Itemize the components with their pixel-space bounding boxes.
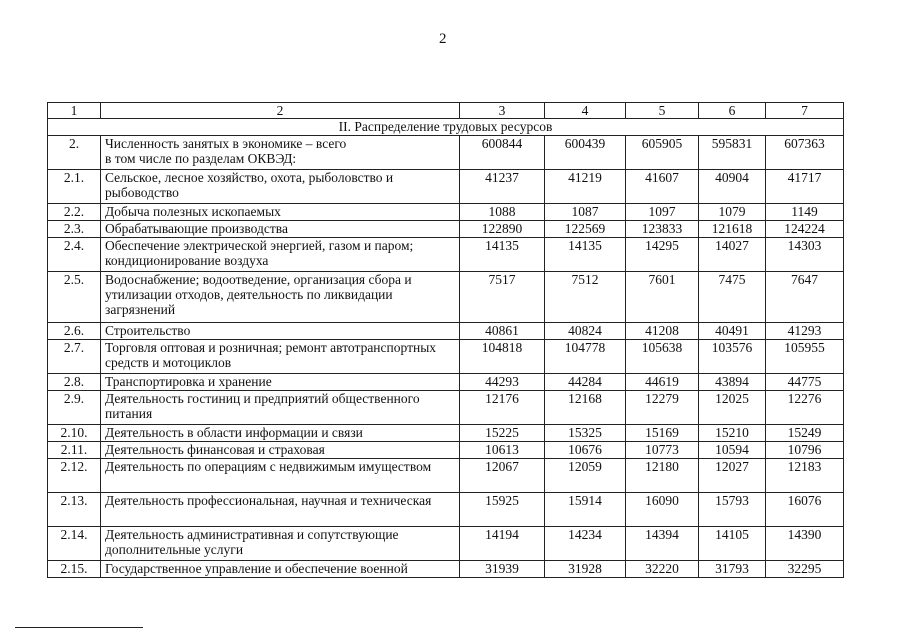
row-value: 1087 <box>545 204 626 221</box>
row-name: Деятельность профессиональная, научная и техническая <box>101 493 460 527</box>
row-value: 7512 <box>545 272 626 323</box>
row-value: 41237 <box>460 170 545 204</box>
row-value: 40824 <box>545 323 626 340</box>
column-number: 4 <box>545 103 626 119</box>
row-number: 2.1. <box>48 170 101 204</box>
row-name: Торговля оптовая и розничная; ремонт автотранспортных средств и мотоциклов <box>101 340 460 374</box>
row-value: 14390 <box>766 527 844 561</box>
table-row <box>48 459 844 493</box>
row-name: Добыча полезных ископаемых <box>101 204 460 221</box>
row-name: Обеспечение электрической энергией, газом и паром; кондиционирование воздуха <box>101 238 460 272</box>
row-name: Деятельность административная и сопутствующие дополнительные услуги <box>101 527 460 561</box>
table-row <box>48 374 844 391</box>
row-value: 595831 <box>699 136 766 170</box>
row-value: 12067 <box>460 459 545 493</box>
table-row <box>48 323 844 340</box>
row-value: 10613 <box>460 442 545 459</box>
row-value: 600844 <box>460 136 545 170</box>
row-number: 2.5. <box>48 272 101 323</box>
row-value: 12279 <box>626 391 699 425</box>
column-number: 2 <box>101 103 460 119</box>
table-row <box>48 442 844 459</box>
row-value: 14394 <box>626 527 699 561</box>
section-title-row <box>48 119 844 136</box>
row-value: 16076 <box>766 493 844 527</box>
row-value: 14135 <box>545 238 626 272</box>
row-value: 15914 <box>545 493 626 527</box>
page-number: 2 <box>439 31 447 47</box>
row-number: 2.3. <box>48 221 101 238</box>
section-title: II. Распределение трудовых ресурсов <box>48 119 844 136</box>
row-number: 2.9. <box>48 391 101 425</box>
row-value: 14027 <box>699 238 766 272</box>
column-number: 6 <box>699 103 766 119</box>
row-value: 41208 <box>626 323 699 340</box>
row-value: 124224 <box>766 221 844 238</box>
row-value: 16090 <box>626 493 699 527</box>
row-name: Государственное управление и обеспечение военной <box>101 561 460 578</box>
row-value: 31939 <box>460 561 545 578</box>
row-value: 40904 <box>699 170 766 204</box>
row-value: 14234 <box>545 527 626 561</box>
column-number: 7 <box>766 103 844 119</box>
table-row <box>48 136 844 170</box>
row-name: Транспортировка и хранение <box>101 374 460 391</box>
row-value: 600439 <box>545 136 626 170</box>
row-value: 41293 <box>766 323 844 340</box>
row-value: 12176 <box>460 391 545 425</box>
table-row <box>48 340 844 374</box>
row-name: Обрабатывающие производства <box>101 221 460 238</box>
column-number: 3 <box>460 103 545 119</box>
row-value: 122890 <box>460 221 545 238</box>
row-value: 40491 <box>699 323 766 340</box>
row-name: Деятельность финансовая и страховая <box>101 442 460 459</box>
row-number: 2.8. <box>48 374 101 391</box>
row-value: 15325 <box>545 425 626 442</box>
table-row <box>48 391 844 425</box>
row-value: 15225 <box>460 425 545 442</box>
row-value: 44284 <box>545 374 626 391</box>
row-name: Деятельность по операциям с недвижимым имуществом <box>101 459 460 493</box>
row-number: 2.15. <box>48 561 101 578</box>
row-value: 105955 <box>766 340 844 374</box>
row-number: 2.13. <box>48 493 101 527</box>
row-value: 12276 <box>766 391 844 425</box>
row-value: 10676 <box>545 442 626 459</box>
row-number: 2.11. <box>48 442 101 459</box>
row-name: Строительство <box>101 323 460 340</box>
row-name: Численность занятых в экономике – всего в том числе по разделам ОКВЭД: <box>101 136 460 170</box>
row-value: 32220 <box>626 561 699 578</box>
row-value: 10773 <box>626 442 699 459</box>
row-value: 31793 <box>699 561 766 578</box>
row-value: 12027 <box>699 459 766 493</box>
row-value: 10796 <box>766 442 844 459</box>
footnote-divider <box>15 627 143 628</box>
row-value: 14303 <box>766 238 844 272</box>
row-number: 2.4. <box>48 238 101 272</box>
row-value: 15925 <box>460 493 545 527</box>
row-number: 2.7. <box>48 340 101 374</box>
row-value: 7601 <box>626 272 699 323</box>
row-value: 1097 <box>626 204 699 221</box>
row-value: 105638 <box>626 340 699 374</box>
row-number: 2.2. <box>48 204 101 221</box>
row-number: 2.12. <box>48 459 101 493</box>
row-number: 2. <box>48 136 101 170</box>
row-value: 41717 <box>766 170 844 204</box>
row-value: 7475 <box>699 272 766 323</box>
table-row <box>48 221 844 238</box>
row-value: 31928 <box>545 561 626 578</box>
row-value: 15169 <box>626 425 699 442</box>
table-row <box>48 561 844 578</box>
row-number: 2.10. <box>48 425 101 442</box>
row-name: Деятельность в области информации и связи <box>101 425 460 442</box>
row-value: 14295 <box>626 238 699 272</box>
column-number: 5 <box>626 103 699 119</box>
row-value: 123833 <box>626 221 699 238</box>
row-number: 2.6. <box>48 323 101 340</box>
table-row <box>48 170 844 204</box>
row-value: 12180 <box>626 459 699 493</box>
row-value: 12059 <box>545 459 626 493</box>
row-value: 1149 <box>766 204 844 221</box>
row-name: Водоснабжение; водоотведение, организация сбора и утилизации отходов, деятельность по ликвидации загрязнений <box>101 272 460 323</box>
row-value: 40861 <box>460 323 545 340</box>
row-value: 605905 <box>626 136 699 170</box>
row-value: 121618 <box>699 221 766 238</box>
table-row <box>48 272 844 323</box>
row-value: 607363 <box>766 136 844 170</box>
row-value: 104778 <box>545 340 626 374</box>
row-value: 12168 <box>545 391 626 425</box>
row-value: 103576 <box>699 340 766 374</box>
row-value: 41219 <box>545 170 626 204</box>
row-value: 7517 <box>460 272 545 323</box>
row-name: Деятельность гостиниц и предприятий общественного питания <box>101 391 460 425</box>
table-row <box>48 238 844 272</box>
column-number-row <box>48 103 844 119</box>
table-row <box>48 425 844 442</box>
row-value: 7647 <box>766 272 844 323</box>
row-value: 1088 <box>460 204 545 221</box>
row-value: 14194 <box>460 527 545 561</box>
table-row <box>48 204 844 221</box>
row-value: 44775 <box>766 374 844 391</box>
row-value: 32295 <box>766 561 844 578</box>
row-value: 41607 <box>626 170 699 204</box>
row-value: 14105 <box>699 527 766 561</box>
row-value: 44293 <box>460 374 545 391</box>
row-value: 15249 <box>766 425 844 442</box>
row-value: 44619 <box>626 374 699 391</box>
column-number: 1 <box>48 103 101 119</box>
row-value: 10594 <box>699 442 766 459</box>
row-value: 122569 <box>545 221 626 238</box>
table-row <box>48 527 844 561</box>
table-row <box>48 493 844 527</box>
row-value: 1079 <box>699 204 766 221</box>
row-value: 43894 <box>699 374 766 391</box>
row-name: Сельское, лесное хозяйство, охота, рыболовство и рыбоводство <box>101 170 460 204</box>
row-value: 15793 <box>699 493 766 527</box>
row-value: 12183 <box>766 459 844 493</box>
row-value: 104818 <box>460 340 545 374</box>
row-number: 2.14. <box>48 527 101 561</box>
row-value: 12025 <box>699 391 766 425</box>
row-value: 15210 <box>699 425 766 442</box>
labor-resources-table <box>47 102 844 578</box>
row-value: 14135 <box>460 238 545 272</box>
